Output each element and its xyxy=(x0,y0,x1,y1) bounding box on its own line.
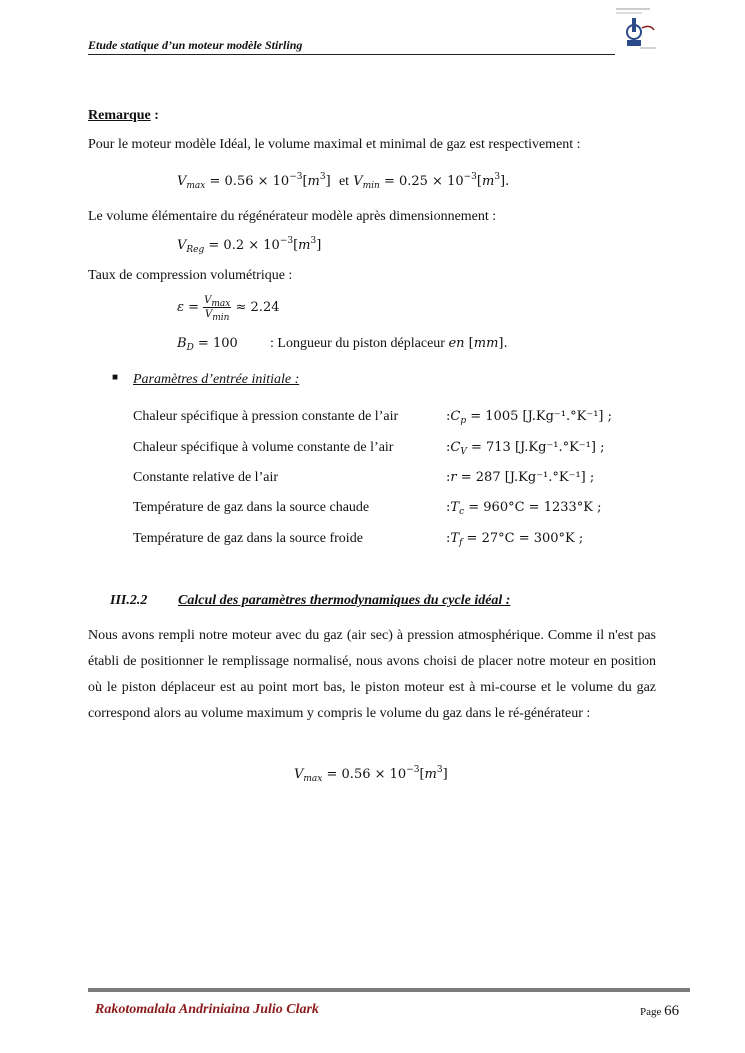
vreg-equation: $V_{Reg} = 0.2 \times 10^{-3}[m^3]$ xyxy=(177,236,322,255)
section-body: Nous avons rempli notre moteur avec du gaz (air sec) à pression atmosphérique. Comme il n'est pas établi de positionner le remplissage normalisé, nous avons choisi de placer notre moteur en position où le piston déplaceur est au point mort bas, le piston moteur est à mi-course et le volume du gaz correspond alors au volume maximum y compris le volume du gaz dans le ré-générateur : xyxy=(88,628,656,721)
vmax-vmin-equation: $V_{max} = 0.56 \times 10^{-3}[m^3]$ et $V_{min} = 0.25 \times 10^{-3}[m^3]$. xyxy=(177,172,510,191)
param-label: Constante relative de l’air xyxy=(133,470,278,485)
param-label: Chaleur spécifique à pression constante de l’air xyxy=(133,409,399,424)
param-label: Température de gaz dans la source froide xyxy=(133,531,363,546)
section-number: III.2.2 xyxy=(110,593,148,608)
footer-author: Rakotomalala Andriniaina Julio Clark xyxy=(95,1002,319,1017)
header-title: Etude statique d’un moteur modèle Stirling xyxy=(88,38,303,52)
final-vmax-equation: $V_{max} = 0.56 \times 10^{-3}[m^3]$ xyxy=(294,765,448,784)
compression-text: Taux de compression volumétrique : xyxy=(88,268,293,283)
param-label: Chaleur spécifique à volume constante de l’air xyxy=(133,440,394,455)
remark-heading: Remarque : xyxy=(88,108,159,123)
param-value-cv: $:C_V = 713$ [J.Kg⁻¹.°K⁻¹] ; xyxy=(446,440,605,457)
logo xyxy=(612,4,658,52)
param-value-tf: $:T_f = 27^\circ C = 300^\circ K$ ; xyxy=(446,531,584,548)
regen-text: Le volume élémentaire du régénérateur modèle après dimensionnement : xyxy=(88,209,497,224)
remark-intro: Pour le moteur modèle Idéal, le volume maximal et minimal de gaz est respectivement : xyxy=(88,137,581,152)
epsilon-equation: ε = $\frac{V_{max}}{V_{min}}$ ≈ 2.24 xyxy=(177,295,280,323)
page-number: Page 66 xyxy=(640,1003,680,1019)
param-value-cp: $:C_p = 1005$ [J.Kg⁻¹.°K⁻¹] ; xyxy=(446,409,613,426)
params-title: Paramètres d’entrée initiale : xyxy=(133,372,300,387)
section-title: Calcul des paramètres thermodynamiques du cycle idéal : xyxy=(178,593,511,608)
bd-equation: $B_D = 100$ xyxy=(177,336,238,353)
bd-description: : Longueur du piston déplaceur en [mm]. xyxy=(270,336,508,351)
param-label: Température de gaz dans la source chaude xyxy=(133,500,370,515)
footer-rule xyxy=(88,988,690,992)
header-rule xyxy=(88,54,615,55)
bullet-icon: ■ xyxy=(112,372,119,383)
param-value-tc: $:T_c = 960^\circ C = 1233^\circ K$ ; xyxy=(446,500,602,517)
param-value-r: :r = 287 [J.Kg⁻¹.°K⁻¹] ; xyxy=(446,470,595,485)
